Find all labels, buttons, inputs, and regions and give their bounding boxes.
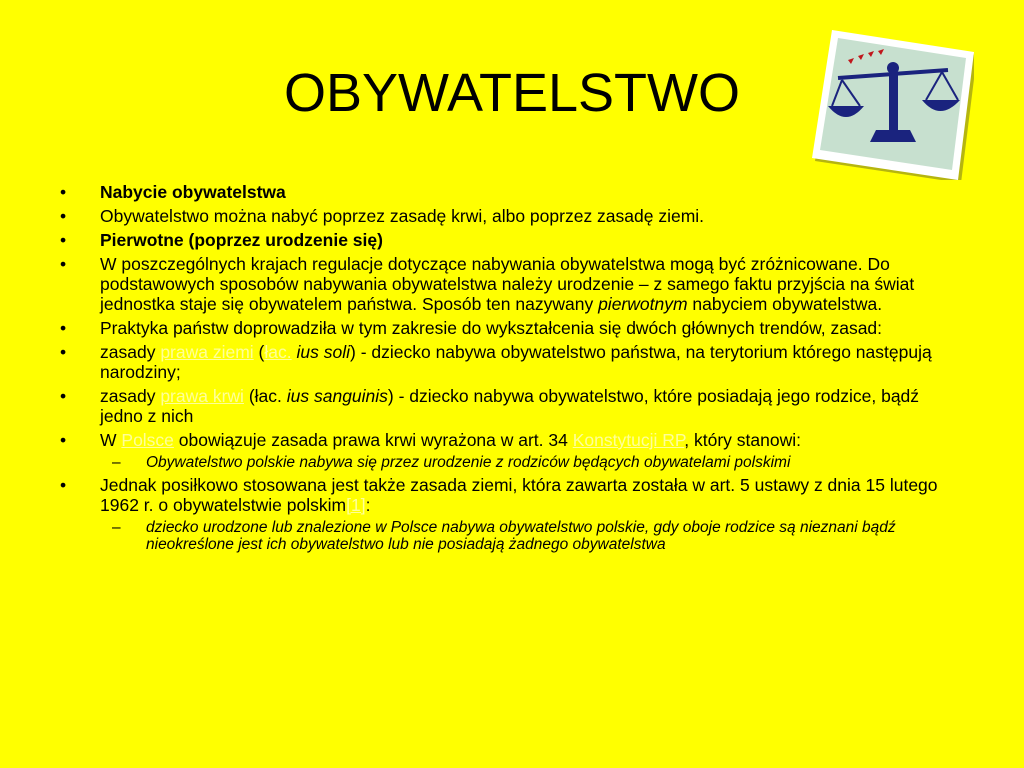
scales-of-justice-icon bbox=[810, 30, 974, 180]
item-pre: zasady bbox=[100, 386, 161, 406]
link-konstytucji[interactable]: Konstytucji RP bbox=[572, 430, 685, 450]
item-italic: ius sanguinis bbox=[286, 386, 388, 406]
item-mid: ( bbox=[253, 342, 265, 362]
item-text: Obywatelstwo można nabyć poprzez zasadę krwi, albo poprzez zasadę ziemi. bbox=[100, 206, 705, 226]
quote-text: Obywatelstwo polskie nabywa się przez urodzenie z rodziców będących obywatelami polskimi bbox=[146, 454, 791, 471]
item-text: W poszczególnych krajach regulacje dotyczące nabywania obywatelstwa mogą być zróżnicowane. Do podstawowych sposobów nabywania obywatelstwa należy urodzenie – z samego faktu przyjścia na świat jednostka staje się obywatelem państwa. Sposób ten nazywany bbox=[100, 254, 915, 314]
link-polsce[interactable]: Polsce bbox=[121, 430, 174, 450]
bullet-marker: • bbox=[60, 206, 67, 226]
bullet-marker: • bbox=[60, 318, 67, 338]
dash-marker: – bbox=[112, 454, 121, 471]
sub-item bbox=[60, 519, 965, 553]
item-tail: nabyciem obywatelstwa. bbox=[687, 294, 883, 314]
bullet-marker: • bbox=[60, 230, 67, 250]
heading-original: Pierwotne (poprzez urodzenie się) bbox=[100, 230, 383, 250]
item-mid: obowiązuje zasada prawa krwi wyrażona w art. 34 bbox=[173, 430, 573, 450]
item-pre: Jednak posiłkowo stosowana jest także zasada ziemi, która zawarta została w art. 5 ustawy z dnia 15 lutego 1962 r. o obywatelstwie polskim bbox=[100, 475, 938, 515]
heading-acquisition: Nabycie obywatelstwa bbox=[100, 182, 286, 202]
slide-body bbox=[60, 182, 965, 557]
item-italic: ius soli bbox=[296, 342, 350, 362]
bullet-marker: • bbox=[60, 430, 67, 450]
item-italic: pierwotnym bbox=[598, 294, 688, 314]
item-text: Praktyka państw doprowadziła w tym zakresie do wykształcenia się dwóch głównych trendów, zasad: bbox=[100, 318, 883, 338]
link-lac[interactable]: łac. bbox=[264, 342, 292, 362]
bullet-marker: • bbox=[60, 386, 67, 406]
bullet-item bbox=[60, 342, 965, 382]
slide-title: OBYWATELSTWO bbox=[283, 63, 741, 123]
item-tail: ) - dziecko nabywa obywatelstwo państwa, na terytorium którego następują narodziny; bbox=[100, 342, 932, 382]
bullet-item bbox=[60, 318, 965, 338]
item-tail: , który stanowi: bbox=[684, 430, 801, 450]
item-tail: : bbox=[365, 495, 371, 515]
link-footnote[interactable]: [1] bbox=[346, 495, 366, 515]
bullet-item bbox=[60, 182, 965, 202]
item-tail: ) - dziecko nabywa obywatelstwo, które posiadają jego rodzice, bądź jedno z nich bbox=[100, 386, 920, 426]
bullet-item bbox=[60, 206, 965, 226]
bullet-item bbox=[60, 254, 965, 314]
bullet-marker: • bbox=[60, 342, 67, 362]
quote-text: dziecko urodzone lub znalezione w Polsce nabywa obywatelstwo polskie, gdy oboje rodzice są nieznani bądź nieokreślone jest ich obywatelstwo lub nie posiadają żadnego obywatelstwa bbox=[146, 519, 896, 553]
link-prawa-ziemi[interactable]: prawa ziemi bbox=[160, 342, 254, 362]
bullet-item bbox=[60, 475, 965, 515]
bullet-item bbox=[60, 230, 965, 250]
bullet-item bbox=[60, 386, 965, 426]
link-prawa-krwi[interactable]: prawa krwi bbox=[160, 386, 244, 406]
bullet-marker: • bbox=[60, 475, 67, 495]
item-mid: (łac. bbox=[243, 386, 287, 406]
sub-item bbox=[60, 454, 965, 471]
dash-marker: – bbox=[112, 519, 121, 536]
item-pre: W bbox=[100, 430, 122, 450]
bullet-marker: • bbox=[60, 182, 67, 202]
item-pre: zasady bbox=[100, 342, 161, 362]
bullet-item bbox=[60, 430, 965, 450]
bullet-marker: • bbox=[60, 254, 67, 274]
